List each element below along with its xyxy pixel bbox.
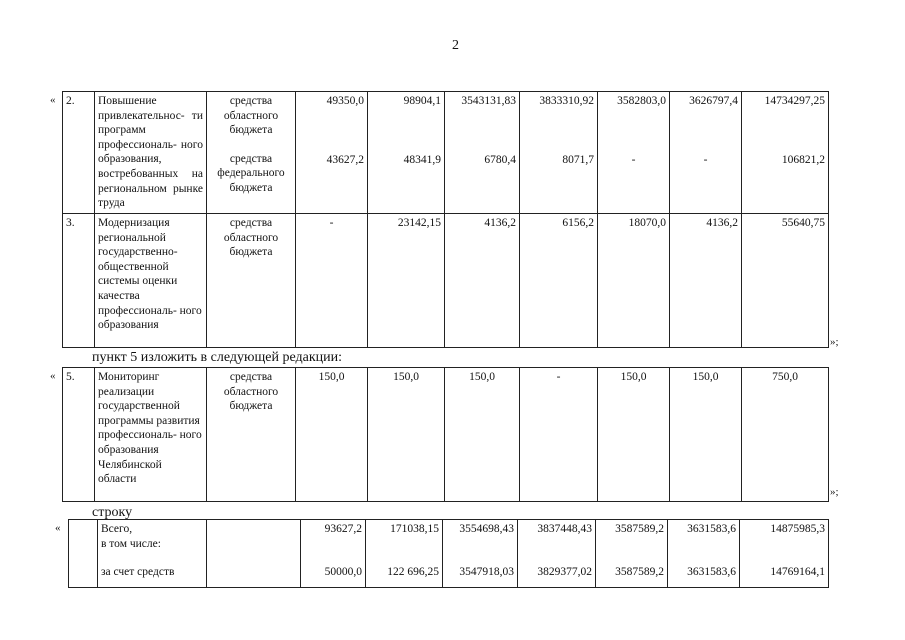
value-cell: 150,0 bbox=[445, 368, 520, 502]
value-cell: 3833310,92 8071,7 bbox=[520, 92, 598, 214]
row-name: Повышение привлекательнос- ти программ профессиональ- ного образования, востребованных на региональном рынке труда bbox=[95, 92, 207, 214]
instruction-paragraph: пункт 5 изложить в следующей редакции: bbox=[92, 350, 342, 365]
value-cell: 150,0 bbox=[598, 368, 670, 502]
value-cell: - bbox=[296, 214, 368, 348]
funding-source: средства областного бюджета средства федерального бюджета bbox=[207, 92, 296, 214]
row-number: 5. bbox=[63, 368, 95, 502]
value-cell: 4136,2 bbox=[445, 214, 520, 348]
table-programs-2-3 bbox=[62, 91, 829, 348]
value-cell: 3554698,43 3547918,03 bbox=[443, 520, 518, 588]
row-number: 3. bbox=[63, 214, 95, 348]
funding-source: средства областного бюджета bbox=[207, 214, 296, 348]
open-quote: « bbox=[50, 94, 56, 106]
value-cell: 6156,2 bbox=[520, 214, 598, 348]
line-label: строку bbox=[92, 505, 133, 520]
value-cell: 150,0 bbox=[670, 368, 742, 502]
value-cell: 171038,15 122 696,25 bbox=[366, 520, 443, 588]
value-cell: 3837448,43 3829377,02 bbox=[518, 520, 596, 588]
page-number: 2 bbox=[452, 38, 459, 53]
close-quote: »; bbox=[830, 486, 839, 498]
value-cell: 49350,0 43627,2 bbox=[296, 92, 368, 214]
table-row bbox=[63, 368, 829, 502]
value-cell: 3582803,0 - bbox=[598, 92, 670, 214]
value-cell: 14734297,25 106821,2 bbox=[742, 92, 829, 214]
open-quote: « bbox=[55, 522, 61, 534]
value-cell: 55640,75 bbox=[742, 214, 829, 348]
value-cell: 750,0 bbox=[742, 368, 829, 502]
funding-source: средства областного бюджета bbox=[207, 368, 296, 502]
open-quote: « bbox=[50, 370, 56, 382]
row-name: Модернизация региональной государственно- общественной системы оценки качества профессиональ- ного образования bbox=[95, 214, 207, 348]
value-cell: 3587589,2 3587589,2 bbox=[596, 520, 668, 588]
value-cell: 18070,0 bbox=[598, 214, 670, 348]
value-cell: 93627,2 50000,0 bbox=[301, 520, 366, 588]
row-number: 2. bbox=[63, 92, 95, 214]
close-quote: »; bbox=[830, 336, 839, 348]
row-name: Мониторинг реализации государственной программы развития профессиональ- ного образования Челябинской области bbox=[95, 368, 207, 502]
table-row bbox=[63, 92, 829, 214]
value-cell: 150,0 bbox=[296, 368, 368, 502]
table-row bbox=[69, 520, 829, 588]
table-totals bbox=[68, 519, 829, 588]
value-cell: - bbox=[520, 368, 598, 502]
value-cell: 23142,15 bbox=[368, 214, 445, 348]
value-cell: 4136,2 bbox=[670, 214, 742, 348]
value-cell: 150,0 bbox=[368, 368, 445, 502]
value-cell: 3543131,83 6780,4 bbox=[445, 92, 520, 214]
value-cell: 3631583,6 3631583,6 bbox=[668, 520, 740, 588]
table-program-5 bbox=[62, 367, 829, 502]
value-cell: 3626797,4 - bbox=[670, 92, 742, 214]
value-cell: 98904,1 48341,9 bbox=[368, 92, 445, 214]
total-labels: Всего, в том числе: за счет средств bbox=[98, 520, 207, 588]
value-cell: 14875985,3 14769164,1 bbox=[740, 520, 829, 588]
table-row bbox=[63, 214, 829, 348]
